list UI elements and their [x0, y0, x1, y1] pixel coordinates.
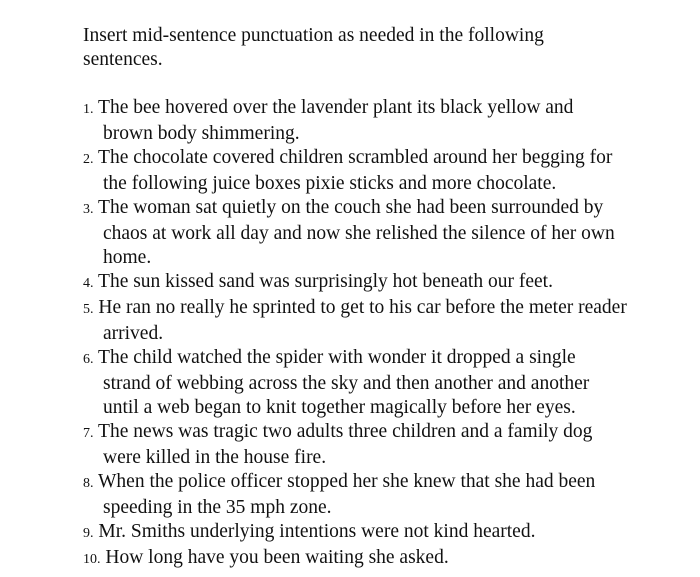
- item-number: 9.: [83, 526, 94, 541]
- item-text: The sun kissed sand was surprisingly hot beneath our feet.: [98, 271, 553, 292]
- item-number: 8.: [83, 476, 94, 491]
- list-item: [83, 470, 628, 520]
- item-number: 2.: [83, 152, 94, 167]
- list-item: [83, 520, 628, 546]
- item-number: 1.: [83, 102, 94, 117]
- list-item: [83, 96, 628, 146]
- item-number: 3.: [83, 202, 94, 217]
- list-item: [83, 196, 628, 270]
- item-text: How long have you been waiting she asked.: [105, 547, 449, 568]
- item-text: The news was tragic two adults three children and a family dog were killed in the house fire.: [98, 421, 593, 468]
- item-text: The chocolate covered children scrambled around her begging for the following juice boxes pixie sticks and more chocolate.: [98, 147, 613, 194]
- item-text: The bee hovered over the lavender plant its black yellow and brown body shimmering.: [98, 97, 574, 144]
- item-text: The child watched the spider with wonder it dropped a single strand of webbing across the sky and then another and another until a web began to knit together magically before her eyes.: [98, 347, 590, 418]
- item-text: When the police officer stopped her she knew that she had been speeding in the 35 mph zone.: [98, 471, 596, 518]
- list-item: [83, 346, 628, 420]
- item-text: Mr. Smiths underlying intentions were not kind hearted.: [98, 521, 536, 542]
- item-text: He ran no really he sprinted to get to his car before the meter reader arrived.: [98, 297, 627, 344]
- list-item: [83, 146, 628, 196]
- instructions-text: Insert mid-sentence punctuation as needed in the following sentences.: [83, 25, 544, 70]
- list-item: [83, 546, 628, 572]
- item-number: 5.: [83, 302, 94, 317]
- item-text: The woman sat quietly on the couch she had been surrounded by chaos at work all day and now she relished the silence of her own home.: [98, 197, 615, 268]
- list-item: [83, 270, 628, 296]
- item-number: 4.: [83, 276, 94, 291]
- item-number: 7.: [83, 426, 94, 441]
- item-number: 6.: [83, 352, 94, 367]
- item-number: 10.: [83, 552, 101, 567]
- list-item: [83, 420, 628, 470]
- sentence-list: [83, 96, 628, 572]
- list-item: [83, 296, 628, 346]
